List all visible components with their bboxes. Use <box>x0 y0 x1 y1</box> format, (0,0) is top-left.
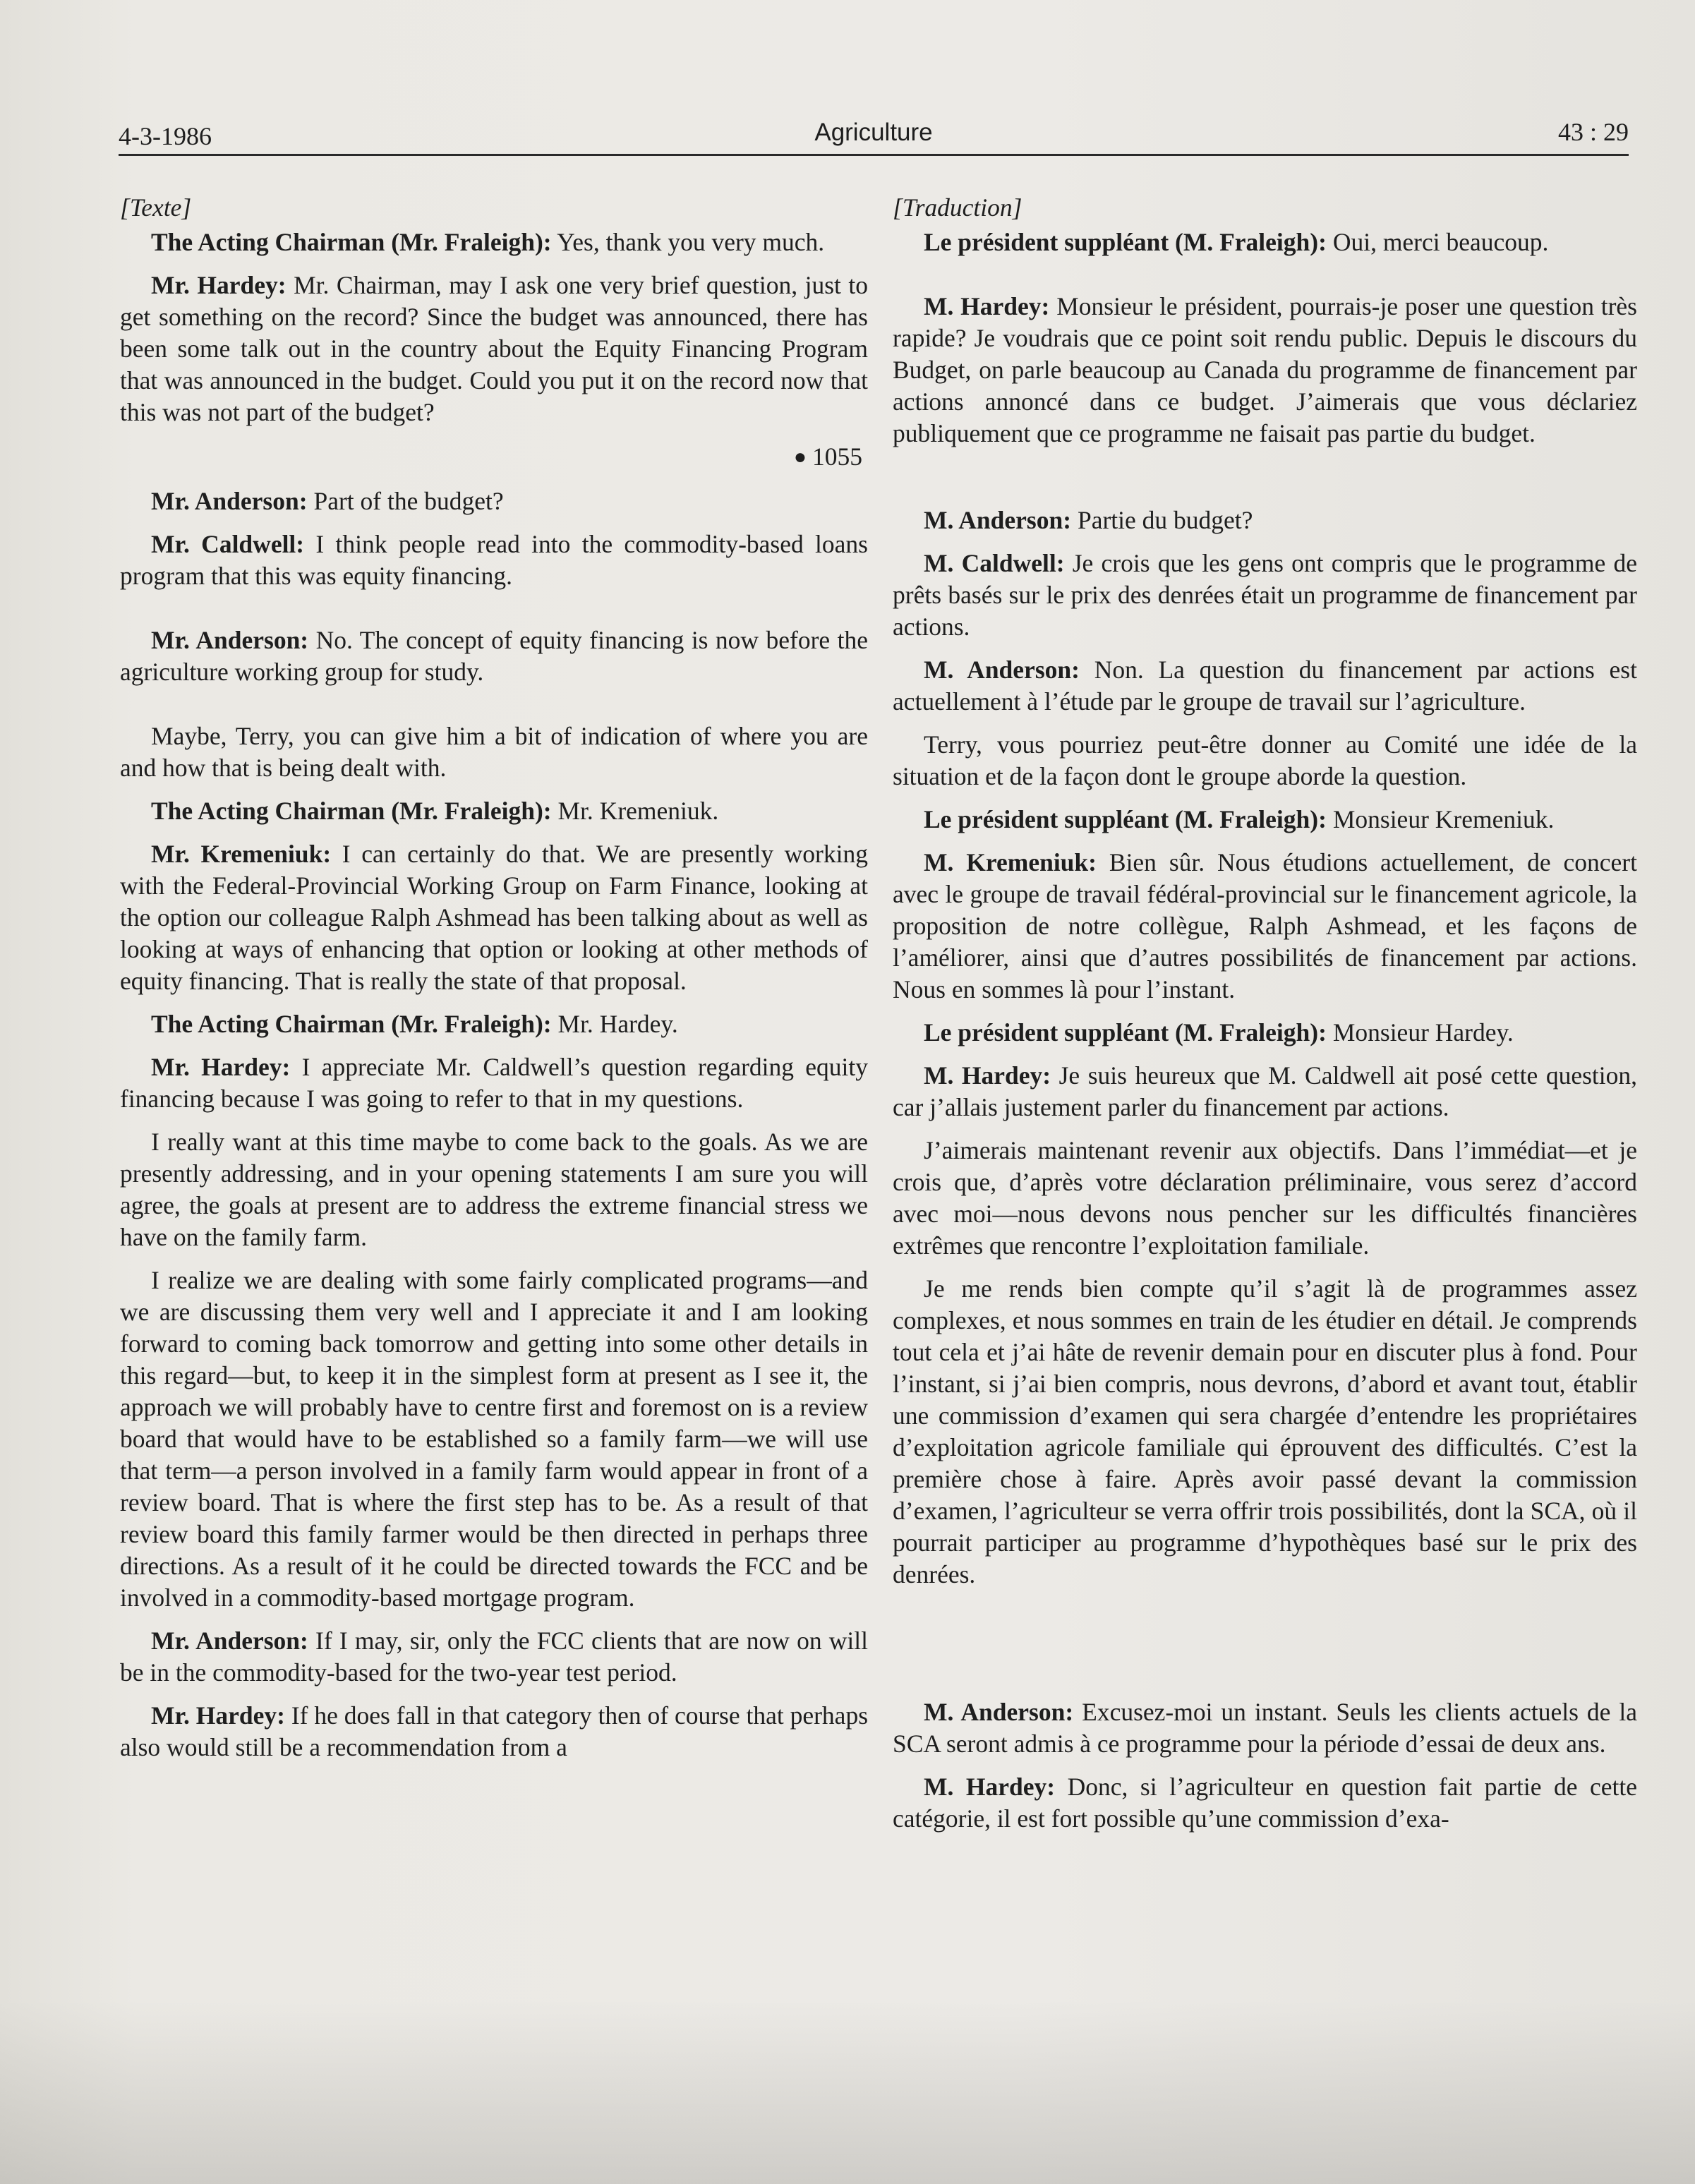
bullet-icon: ● <box>793 445 807 469</box>
paragraph-text: Je crois que les gens ont compris que le programme de prêts basés sur le prix des denrées était un programme de financement par actions. <box>893 549 1637 641</box>
page-bottom-shadow <box>0 2001 1695 2184</box>
paragraph-text: No. The concept of equity financing is now before the agriculture working group for study. <box>120 626 868 686</box>
paragraph <box>893 654 1637 718</box>
speaker-name: Mr. Anderson: <box>151 1627 308 1655</box>
speaker-name: Mr. Caldwell: <box>151 530 305 558</box>
paragraph: Maybe, Terry, you can give him a bit of indication of where you are and how that is being dealt with. <box>120 722 868 782</box>
paragraph <box>120 270 868 428</box>
speaker-name: Mr. Kremeniuk: <box>151 840 332 868</box>
paragraph-text: Part of the budget? <box>307 487 504 515</box>
paragraph-text: Mr. Hardey. <box>551 1010 678 1038</box>
paragraph-text: I think people read into the commodity-based loans program that this was equity financing. <box>120 530 868 590</box>
paragraph <box>120 485 868 517</box>
speaker-name: Mr. Anderson: <box>151 487 308 515</box>
paragraph <box>893 227 1637 258</box>
paragraph-text: Excusez-moi un instant. Seuls les clients actuels de la SCA seront admis à ce programme pour la période d’essai de deux ans. <box>893 1698 1637 1758</box>
header-title: Agriculture <box>814 119 933 146</box>
header-rule <box>119 154 1629 156</box>
paragraph <box>893 1696 1637 1760</box>
speaker-name: The Acting Chairman (Mr. Fraleigh): <box>151 228 552 256</box>
paragraph-text: If I may, sir, only the FCC clients that are now on will be in the commodity-based for the two-year test period. <box>120 1627 868 1687</box>
paragraph <box>893 1060 1637 1123</box>
texte-tag: [Texte] <box>120 193 192 222</box>
speaker-name: M. Anderson: <box>924 656 1080 684</box>
speaker-name: Le président suppléant (M. Fraleigh): <box>924 805 1327 833</box>
paragraph: I realize we are dealing with some fairly complicated programs—and we are discussing them very well and I appreciate it and I am looking forward to coming back tomorrow and getting into some other details in this regard—but, to keep it in the simplest form at present as I see it, the approach we will probably have to centre first and foremost on is a review board that would have to be established so a family farm—we will use that term—a person involved in a family farm would appear in front of a review board. That is where the first step has to be. As a result of that review board this family farmer would be then directed in perhaps three directions. As a result of it he could be directed towards the FCC and be involved in a commodity-based mortgage program. <box>120 1266 868 1612</box>
paragraph <box>893 847 1637 1006</box>
paragraph <box>120 795 868 827</box>
speaker-name: M. Hardey: <box>924 1061 1051 1090</box>
speaker-name: M. Anderson: <box>924 1698 1074 1726</box>
paragraph <box>120 227 868 258</box>
paragraph-text: Monsieur Hardey. <box>1326 1018 1514 1046</box>
paragraph-text: Monsieur Kremeniuk. <box>1326 805 1555 833</box>
paragraph <box>893 804 1637 835</box>
time-marker <box>120 441 862 473</box>
paragraph-text: Bien sûr. Nous étudions actuellement, de concert avec le groupe de travail fédéral-provincial sur le financement agricole, la proposition de notre collègue, Ralph Ashmead, et les façons de l’améliorer, ainsi que d’autres possibilités de financement par actions. Nous en sommes là pour l’instant. <box>893 848 1637 1003</box>
speaker-name: M. Anderson: <box>924 506 1072 534</box>
paragraph <box>893 505 1637 536</box>
speaker-name: The Acting Chairman (Mr. Fraleigh): <box>151 1010 552 1038</box>
paragraph <box>893 548 1637 643</box>
paragraph-text: Donc, si l’agriculteur en question fait partie de cette catégorie, il est fort possible qu’une commission d’exa- <box>893 1773 1637 1833</box>
header-date: 4-3-1986 <box>119 122 212 150</box>
paragraph-text: Yes, thank you very much. <box>551 228 825 256</box>
paragraph: I really want at this time maybe to come back to the goals. As we are presently addressing, and in your opening statements I am sure you will agree, the goals at present are to address the extreme financial stress we have on the family farm. <box>120 1128 868 1251</box>
paragraph <box>893 1017 1637 1049</box>
paragraph-text: Non. La question du financement par actions est actuellement à l’étude par le groupe de travail sur l’agriculture. <box>893 656 1637 716</box>
paragraph-text: Partie du budget? <box>1071 506 1253 534</box>
speaker-name: M. Hardey: <box>924 1773 1056 1801</box>
speaker-name: M. Caldwell: <box>924 549 1065 577</box>
paragraph-text: Monsieur le président, pourrais-je poser une question très rapide? Je voudrais que ce point soit rendu public. Depuis le discours du Budget, on parle beaucoup au Canada du programme de financement par actions annoncé dans ce budget. J’aimerais que vous déclariez publiquement que ce programme ne faisait pas partie du budget. <box>893 292 1638 447</box>
paragraph-text: Je suis heureux que M. Caldwell ait posé cette question, car j’allais justement parler du financement par actions. <box>893 1061 1637 1121</box>
paragraph <box>120 1008 868 1040</box>
speaker-name: The Acting Chairman (Mr. Fraleigh): <box>151 797 552 825</box>
paragraph <box>120 1625 868 1689</box>
speaker-name: M. Kremeniuk: <box>924 848 1097 876</box>
paragraph-text: If he does fall in that category then of course that perhaps also would still be a recommendation from a <box>120 1701 869 1761</box>
french-column <box>893 192 1637 1846</box>
english-column <box>120 192 868 1775</box>
page-header <box>119 114 1629 157</box>
paragraph <box>120 529 868 592</box>
paragraph-text: Oui, merci beaucoup. <box>1326 228 1549 256</box>
time-marker-text: 1055 <box>812 442 862 471</box>
paragraph: Je me rends bien compte qu’il s’agit là de programmes assez complexes, et nous sommes en train de les étudier en détail. Je comprends tout cela et j’ai hâte de revenir demain pour en discuter plus à fond. Pour l’instant, si j’ai bien compris, nous devrons, d’abord et avant tout, établir une commission d’examen qui sera chargée d’entendre les propriétaires d’exploitation agricole familiale qui éprouvent des difficultés. C’est la première chose à faire. Après avoir passé devant la commission d’examen, l’agriculteur se verra offrir trois possibilités, dont la SCA, où il pourrait participer au programme d’hypothèques basé sur le prix des denrées. <box>893 1274 1637 1588</box>
paragraph: Terry, vous pourriez peut-être donner au Comité une idée de la situation et de la façon dont le groupe aborde la question. <box>893 730 1637 790</box>
speaker-name: Mr. Hardey: <box>151 271 286 299</box>
speaker-name: Le président suppléant (M. Fraleigh): <box>924 228 1327 256</box>
paragraph <box>893 1771 1637 1835</box>
paragraph <box>120 1051 868 1115</box>
speaker-name: M. Hardey: <box>924 292 1050 320</box>
speaker-name: Mr. Hardey: <box>151 1053 291 1081</box>
paragraph-text: I can certainly do that. We are presently working with the Federal-Provincial Working Group on Farm Finance, looking at the option our colleague Ralph Ashmead has been talking about as well as looking at ways of enhancing that option or looking at other methods of equity financing. That is really the state of that proposal. <box>120 840 868 995</box>
paragraph-text: Mr. Chairman, may I ask one very brief question, just to get something on the record? Since the budget was announced, there has been some talk out in the country about the Equity Financing Program that was announced in the budget. Could you put it on the record now that this was not part of the budget? <box>120 271 868 426</box>
speaker-name: Mr. Hardey: <box>151 1701 285 1730</box>
paragraph <box>893 291 1637 450</box>
paragraph <box>120 625 868 688</box>
header-page-number: 43 : 29 <box>1557 118 1629 146</box>
paragraph <box>120 838 868 997</box>
paragraph: J’aimerais maintenant revenir aux objectifs. Dans l’immédiat—et je crois que, d’après votre déclaration préliminaire, vous serez d’accord avec moi—nous devons nous pencher sur les difficultés financières extrêmes que rencontre l’exploitation familiale. <box>893 1136 1637 1260</box>
paragraph-text: I appreciate Mr. Caldwell’s question regarding equity financing because I was going to refer to that in my questions. <box>120 1053 869 1113</box>
speaker-name: Mr. Anderson: <box>151 626 309 654</box>
paragraph <box>120 1700 868 1763</box>
traduction-tag: [Traduction] <box>893 193 1023 222</box>
paragraph-text: Mr. Kremeniuk. <box>551 797 719 825</box>
speaker-name: Le président suppléant (M. Fraleigh): <box>924 1018 1327 1046</box>
